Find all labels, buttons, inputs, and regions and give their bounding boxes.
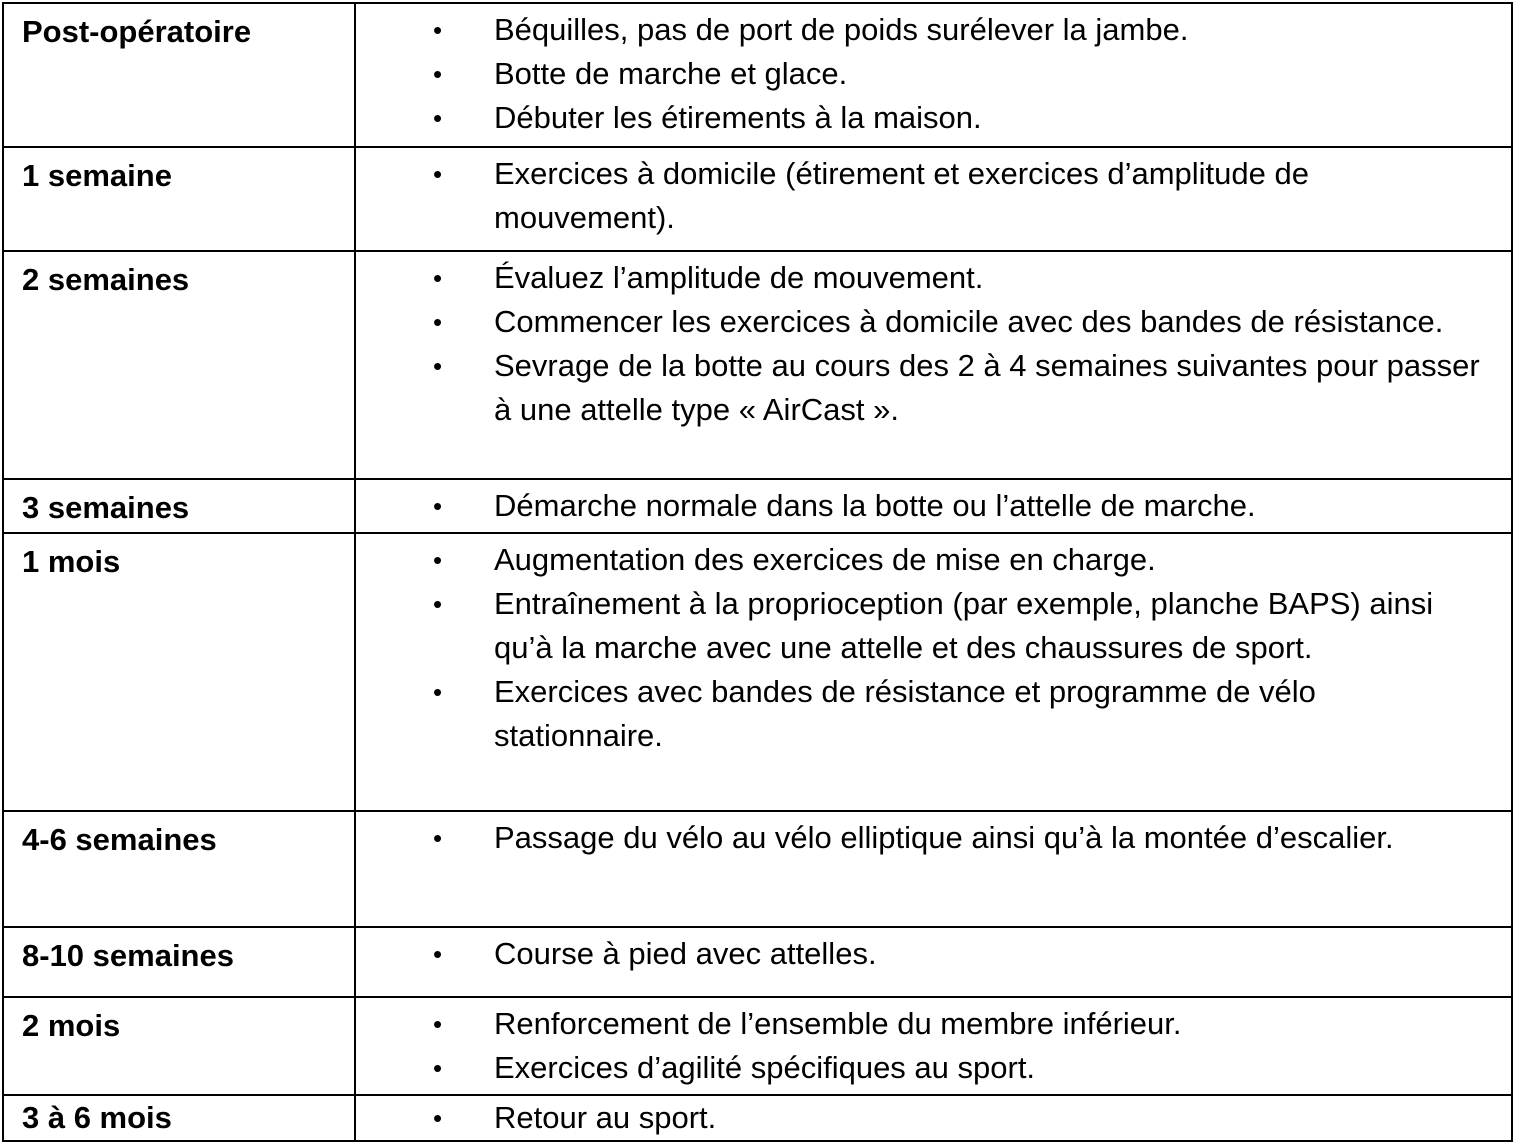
phase-label: 3 à 6 mois: [22, 1100, 172, 1135]
bullet-icon: •: [433, 1103, 443, 1133]
list-item: [356, 1046, 1511, 1090]
bullet-icon: •: [433, 263, 443, 293]
instruction-text: Béquilles, pas de port de poids surélever la jambe.: [494, 12, 1189, 47]
instruction-text: Démarche normale dans la botte ou l’attelle de marche.: [494, 488, 1256, 523]
phase-cell: [3, 997, 355, 1095]
instruction-text: Renforcement de l’ensemble du membre inférieur.: [494, 1006, 1182, 1041]
instruction-text: Évaluez l’amplitude de mouvement.: [494, 260, 984, 295]
instruction-text: Course à pied avec attelles.: [494, 936, 877, 971]
details-cell: [355, 927, 1512, 997]
phase-label: 8-10 semaines: [22, 938, 234, 973]
phase-cell: [3, 927, 355, 997]
list-item: [356, 582, 1511, 670]
table-row: [3, 251, 1512, 479]
details-cell: [355, 997, 1512, 1095]
table-row: [3, 997, 1512, 1095]
rehab-protocol-table: [2, 2, 1513, 1142]
phase-cell: [3, 147, 355, 251]
details-cell: [355, 3, 1512, 147]
phase-label: 1 semaine: [22, 158, 172, 193]
instruction-text: Sevrage de la botte au cours des 2 à 4 semaines suivantes pour passer à une attelle type « AirCast ».: [494, 348, 1480, 427]
bullet-icon: •: [433, 589, 443, 619]
details-cell: [355, 479, 1512, 533]
list-item: [356, 96, 1511, 140]
bullet-icon: •: [433, 1053, 443, 1083]
phase-label: 3 semaines: [22, 490, 190, 525]
table-row: [3, 3, 1512, 147]
instruction-text: Entraînement à la proprioception (par exemple, planche BAPS) ainsi qu’à la marche avec une attelle et des chaussures de sport.: [494, 586, 1434, 665]
bullet-icon: •: [433, 677, 443, 707]
list-item: [356, 8, 1511, 52]
instruction-text: Exercices avec bandes de résistance et programme de vélo stationnaire.: [494, 674, 1316, 753]
list-item: [356, 1096, 1511, 1140]
table-row: [3, 533, 1512, 811]
list-item: [356, 300, 1511, 344]
bullet-icon: •: [433, 307, 443, 337]
phase-label: 2 semaines: [22, 262, 190, 297]
details-cell: [355, 251, 1512, 479]
instruction-list: [356, 998, 1511, 1090]
details-cell: [355, 1095, 1512, 1141]
table-row: [3, 1095, 1512, 1141]
instruction-list: [356, 928, 1511, 976]
instruction-text: Débuter les étirements à la maison.: [494, 100, 982, 135]
instruction-text: Commencer les exercices à domicile avec des bandes de résistance.: [494, 304, 1444, 339]
instruction-text: Exercices d’agilité spécifiques au sport.: [494, 1050, 1036, 1085]
list-item: [356, 538, 1511, 582]
instruction-list: [356, 4, 1511, 140]
instruction-list: [356, 252, 1511, 432]
bullet-icon: •: [433, 351, 443, 381]
list-item: [356, 932, 1511, 976]
table-row: [3, 479, 1512, 533]
bullet-icon: •: [433, 939, 443, 969]
phase-cell: [3, 3, 355, 147]
phase-cell: [3, 811, 355, 927]
phase-label: 2 mois: [22, 1008, 121, 1043]
bullet-icon: •: [433, 823, 443, 853]
bullet-icon: •: [433, 15, 443, 45]
list-item: [356, 152, 1511, 240]
list-item: [356, 52, 1511, 96]
list-item: [356, 670, 1511, 758]
phase-cell: [3, 533, 355, 811]
bullet-icon: •: [433, 1009, 443, 1039]
phase-cell: [3, 251, 355, 479]
instruction-list: [356, 148, 1511, 240]
bullet-icon: •: [433, 59, 443, 89]
table-row: [3, 811, 1512, 927]
bullet-icon: •: [433, 159, 443, 189]
list-item: [356, 816, 1511, 860]
phase-cell: [3, 479, 355, 533]
instruction-text: Retour au sport.: [494, 1100, 717, 1135]
phase-label: 1 mois: [22, 544, 121, 579]
bullet-icon: •: [433, 545, 443, 575]
list-item: [356, 484, 1511, 528]
instruction-text: Botte de marche et glace.: [494, 56, 848, 91]
instruction-list: [356, 480, 1511, 528]
table-row: [3, 147, 1512, 251]
details-cell: [355, 811, 1512, 927]
phase-label: Post-opératoire: [22, 14, 252, 49]
details-cell: [355, 533, 1512, 811]
list-item: [356, 1002, 1511, 1046]
instruction-text: Exercices à domicile (étirement et exercices d’amplitude de mouvement).: [494, 156, 1309, 235]
instruction-list: [356, 812, 1511, 860]
bullet-icon: •: [433, 491, 443, 521]
instruction-text: Passage du vélo au vélo elliptique ainsi qu’à la montée d’escalier.: [494, 820, 1394, 855]
phase-cell: [3, 1095, 355, 1141]
details-cell: [355, 147, 1512, 251]
phase-label: 4-6 semaines: [22, 822, 217, 857]
instruction-list: [356, 1096, 1511, 1140]
instruction-text: Augmentation des exercices de mise en charge.: [494, 542, 1156, 577]
table-row: [3, 927, 1512, 997]
bullet-icon: •: [433, 103, 443, 133]
instruction-list: [356, 534, 1511, 758]
list-item: [356, 256, 1511, 300]
list-item: [356, 344, 1511, 432]
